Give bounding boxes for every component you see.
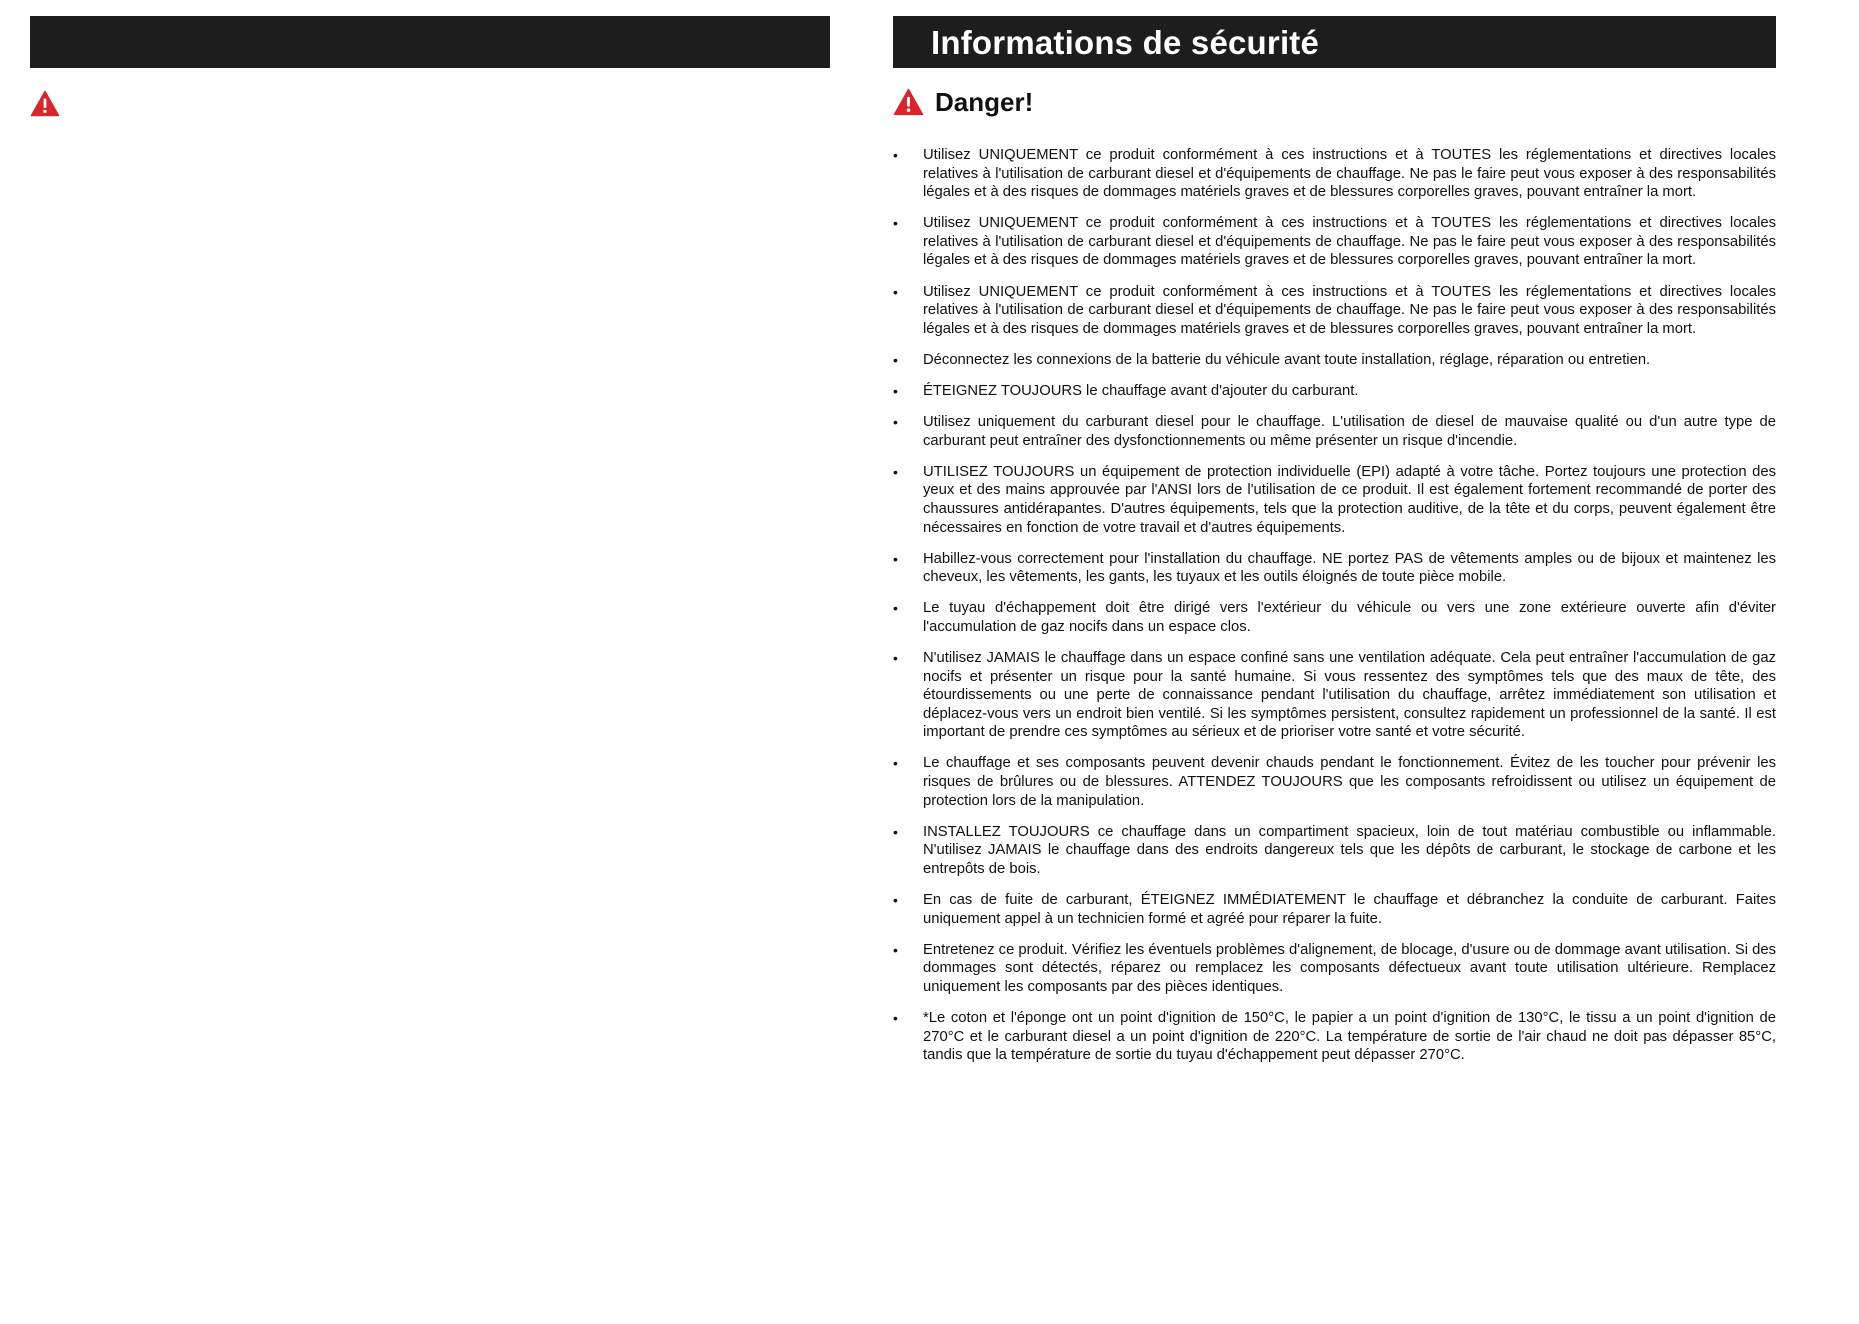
- bullet: •: [893, 215, 898, 232]
- bullet: •: [893, 283, 898, 300]
- list-item: [893, 823, 1776, 879]
- list-item: [893, 351, 1776, 370]
- bullet: •: [893, 941, 898, 958]
- list-item-text: ÉTEIGNEZ TOUJOURS le chauffage avant d'ajouter du carburant.: [923, 382, 1359, 399]
- list-item-text: *Le coton et l'éponge ont un point d'ignition de 150°C, le papier a un point d'ignition de 130°C, le tissu a un point d'ignition de 270°C et le carburant diesel a un point d'ignition de 220°C. La température de sortie de l'air chaud ne doit pas dépasser 85°C, tandis que la température de sortie du tuyau d'échappement peut dépasser 270°C.: [923, 1009, 1776, 1064]
- bullet: •: [893, 892, 898, 908]
- list-item: [893, 649, 1776, 742]
- bullet: •: [893, 414, 898, 431]
- list-item-text: UTILISEZ TOUJOURS un équipement de protection individuelle (EPI) adapté à votre tâche. Portez toujours une protection des yeux et des mains approuvée par l'ANSI lors de l'utilisation de ce produit. Il est également fortement recommandé de porter des chaussures antidérapantes. D'autres équipements, tels que la protection auditive, de la tête et du corps, peuvent également être nécessaires en fonction de votre travail et d'autres équipements.: [923, 463, 1776, 536]
- bullet: •: [893, 600, 898, 617]
- list-item-text: Utilisez UNIQUEMENT ce produit conformément à ces instructions et à TOUTES les réglementations et directives locales relatives à l'utilisation de carburant diesel et d'équipements de chauffage. Ne pas le faire peut vous exposer à des responsabilités légales et à des risques de dommages matériels graves et de blessures corporelles graves, pouvant entraîner la mort.: [923, 215, 1776, 269]
- left-title-bar: [30, 16, 830, 68]
- list-item: [893, 146, 1776, 202]
- list-item-text: INSTALLEZ TOUJOURS ce chauffage dans un compartiment spacieux, loin de tout matériau combustible ou inflammable. N'utilisez JAMAIS le chauffage dans des endroits dangereux tels que les dépôts de carburant, le stockage de carbone et les entrepôts de bois.: [923, 823, 1776, 877]
- bullet: •: [893, 1009, 898, 1026]
- list-item: [893, 1009, 1776, 1065]
- warning-triangle-icon: [893, 88, 924, 116]
- list-item: [893, 941, 1776, 997]
- left-warning-row: [30, 90, 830, 117]
- list-item-text: Utilisez UNIQUEMENT ce produit conformément à ces instructions et à TOUTES les réglementations et directives locales relatives à l'utilisation de carburant diesel et d'équipements de chauffage. Ne pas le faire peut vous exposer à des responsabilités légales et à des risques de dommages matériels graves et de blessures corporelles graves, pouvant entraîner la mort.: [923, 283, 1776, 337]
- list-item-text: Utilisez UNIQUEMENT ce produit conformément à ces instructions et à TOUTES les réglementations et directives locales relatives à l'utilisation de carburant diesel et d'équipements de chauffage. Ne pas le faire peut vous exposer à des responsabilités légales et à des risques de dommages matériels graves et de blessures corporelles graves, pouvant entraîner la mort.: [923, 147, 1776, 201]
- list-item-text: Le chauffage et ses composants peuvent devenir chauds pendant le fonctionnement. Évitez de les toucher pour prévenir les risques de brûlures ou de blessures. ATTENDEZ TOUJOURS que les composants refroidissent ou utilisez un équipement de protection lors de la manipulation.: [923, 755, 1776, 809]
- list-item-text: En cas de fuite de carburant, ÉTEIGNEZ IMMÉDIATEMENT le chauffage et débranchez la conduite de carburant. Faites uniquement appel à un technicien formé et agréé pour réparer la fuite.: [923, 892, 1776, 927]
- list-item-text: Utilisez uniquement du carburant diesel pour le chauffage. L'utilisation de diesel de mauvaise qualité ou d'un autre type de carburant peut entraîner des dysfonctionnements ou même présenter un risque d'incendie.: [923, 414, 1776, 449]
- list-item: [893, 550, 1776, 587]
- list-item: [893, 463, 1776, 537]
- list-item: [893, 599, 1776, 636]
- bullet: •: [893, 755, 898, 772]
- bullet: •: [893, 147, 898, 163]
- right-page: [893, 16, 1776, 1077]
- right-title-bar: [893, 16, 1776, 68]
- bullet: •: [893, 550, 898, 567]
- bullet: •: [893, 351, 898, 368]
- bullet: •: [893, 382, 898, 399]
- bullet: •: [893, 823, 898, 840]
- safety-list: [893, 146, 1776, 1065]
- list-item: [893, 754, 1776, 810]
- list-item: [893, 382, 1776, 401]
- warning-triangle-icon: [30, 90, 60, 117]
- danger-label: Danger!: [935, 87, 1034, 117]
- left-page: [30, 16, 830, 117]
- bullet: •: [893, 649, 898, 666]
- list-item-text: Déconnectez les connexions de la batterie du véhicule avant toute installation, réglage, réparation ou entretien.: [923, 351, 1651, 368]
- page-title: Informations de sécurité: [931, 23, 1320, 61]
- danger-heading-row: [893, 88, 1776, 116]
- list-item: [893, 891, 1776, 928]
- list-item-text: Habillez-vous correctement pour l'installation du chauffage. NE portez PAS de vêtements amples ou de bijoux et maintenez les cheveux, les vêtements, les gants, les tuyaux et les outils éloignés de toute pièce mobile.: [923, 550, 1776, 586]
- list-item: [893, 283, 1776, 339]
- list-item-text: Le tuyau d'échappement doit être dirigé vers l'extérieur du véhicule ou vers une zone extérieure ouverte afin d'éviter l'accumulation de gaz nocifs dans un espace clos.: [923, 600, 1776, 635]
- bullet: •: [893, 463, 898, 480]
- list-item-text: Entretenez ce produit. Vérifiez les éventuels problèmes d'alignement, de blocage, d'usure ou de dommage avant utilisation. Si des dommages sont détectés, réparez ou remplacez les composants défectueux avant toute utilisation ultérieure. Remplacez uniquement les composants par des pièces identiques.: [923, 941, 1776, 995]
- list-item-text: N'utilisez JAMAIS le chauffage dans un espace confiné sans une ventilation adéquate. Cela peut entraîner l'accumulation de gaz nocifs et présenter un risque pour la santé humaine. Si vous ressentez des symptômes tels que des maux de tête, des étourdissements ou une perte de connaissance pendant l'utilisation du chauffage, arrêtez immédiatement son utilisation et déplacez-vous vers un endroit bien ventilé. Si les symptômes persistent, consultez rapidement un professionnel de la santé. Il est important de prendre ces symptômes au sérieux et de prioriser votre santé et votre sécurité.: [923, 649, 1776, 741]
- list-item: [893, 413, 1776, 450]
- list-item: [893, 214, 1776, 270]
